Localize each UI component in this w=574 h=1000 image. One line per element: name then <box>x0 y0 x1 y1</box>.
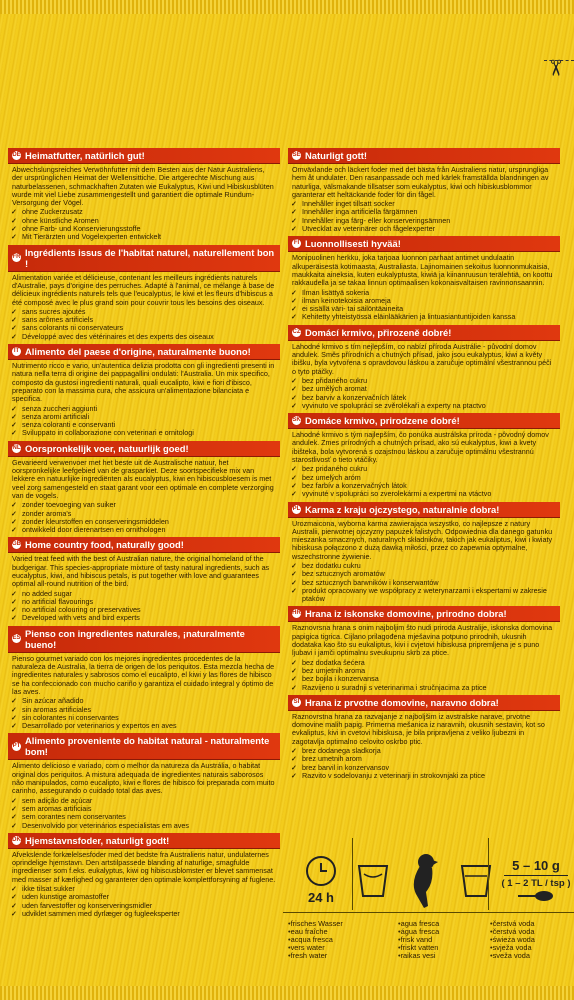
section-body: Raznovrsna hrana s onim najboljim što nudi priroda Australije, iskonska domovina papigica tigrica. Cijlano prilagođena mješavina potpuno prirodnih, ukusnih dodataka kao što su eukaliptus, kivi i cvjetovi hibiskusa pripremljena je s puno ljubavi i jamči optimalnu sveukupnu skrb za ptice. <box>292 623 553 658</box>
feature-item: ✓ bez bojila i konzervansa <box>302 675 560 683</box>
feature-item: ✓ bez dodatku cukru <box>302 562 560 570</box>
spoon-label: ( 1 – 2 TL / tsp ) <box>501 877 571 889</box>
feature-item: ✓ senza coloranti e conservanti <box>22 421 280 429</box>
water-label: • água fresca <box>398 928 439 936</box>
feature-item: ✓ bez sztucznych barwników i konserwantów <box>302 579 560 587</box>
feature-list <box>8 501 280 534</box>
feature-item: ✓ bez barviv a konzervačních látek <box>302 394 560 402</box>
feeding-amount-label: 5 – 10 g <box>512 857 560 873</box>
feature-list <box>8 308 280 341</box>
feature-item: ✓ bez pridaného cukru <box>302 465 560 473</box>
section-title: Alimento proveniente do habitat natural - naturalmente bom! <box>25 735 270 758</box>
clock-icon <box>306 856 336 886</box>
feeding-amount <box>498 858 574 903</box>
feature-item: ✓ ontwikkeld door dierenartsen en ornithologen <box>22 526 280 534</box>
section-header <box>8 537 280 553</box>
budgie-icon <box>402 848 446 912</box>
flag-icon: CZ <box>292 328 301 335</box>
feature-list <box>288 289 560 322</box>
water-label: • friskt vatten <box>398 944 439 952</box>
water-label: • acqua fresca <box>288 936 343 944</box>
feature-item: ✓ Utvecklat av veterinärer och fågelexperter <box>302 225 560 233</box>
info-section <box>288 236 560 321</box>
section-title: Pienso con ingredientes naturales, ¡naturalmente bueno! <box>25 627 245 650</box>
amount-divider <box>504 875 568 876</box>
section-title: Heimatfutter, natürlich gut! <box>25 150 145 161</box>
section-title: Ingrédients issus de l'habitat naturel, naturellement bon ! <box>25 246 275 269</box>
feature-item: ✓ Développé avec des vétérinaires et des experts des oiseaux <box>22 333 280 341</box>
section-header <box>288 325 560 341</box>
flag-icon: GB <box>12 541 21 548</box>
feature-item: ✓ senza aromi artificiali <box>22 413 280 421</box>
section-header <box>8 733 280 760</box>
water-label: • agua fresca <box>398 920 439 928</box>
info-section <box>288 148 560 233</box>
water-list-1 <box>288 920 343 960</box>
water-label: • čerstvá voda <box>490 920 535 928</box>
feature-item: ✓ Ilman lisättyä sokeria <box>302 289 560 297</box>
flag-icon: ES <box>12 635 21 642</box>
section-title: Domácí krmivo, přirozeně dobré! <box>305 326 452 338</box>
left-text-column <box>8 148 280 921</box>
feature-item: ✓ ohne Farb- und Konservierungsstoffe <box>22 225 280 233</box>
flag-icon: SK <box>292 417 301 424</box>
feature-item: ✓ no artificial colouring or preservatives <box>22 606 280 614</box>
feature-item: ✓ Innehåller inga artificiella färgämnen <box>302 208 560 216</box>
water-label: • frisk vand <box>398 936 439 944</box>
feature-item: ✓ uden kunstige aromastoffer <box>22 893 280 901</box>
info-section <box>8 833 280 918</box>
feature-item: ✓ Razvito v sodelovanju z veterinarji in strokovnjaki za ptice <box>302 772 560 780</box>
flag-icon: FR <box>12 254 21 261</box>
feature-item: ✓ ohne Zuckerzusatz <box>22 208 280 216</box>
section-title: Karma z kraju ojczystego, naturalnie dobra! <box>305 503 500 515</box>
section-body: Abwechslungsreiches Verwöhnfutter mit dem Besten aus der Natur Australiens, der ursprünglichen Heimat der Wellensittiche. Die artgerechte Mischung aus naturbelassenen, schmackhaften Zutaten wie Eukalyptus, Kiwi und Hibiskusblüten wurde mit viel Liebe zusammengestellt und garantiert die optimale Rundum-Versorgung der Vögel. <box>12 165 274 208</box>
feature-item: ✓ brez barvil in konzervansov <box>302 764 560 772</box>
section-title: Domáce krmivo, prirodzene dobré! <box>305 415 460 427</box>
feature-item: ✓ senza zuccheri aggiunti <box>22 405 280 413</box>
section-title: Home country food, naturally good! <box>25 539 184 551</box>
info-section <box>8 626 280 731</box>
info-section <box>288 325 560 410</box>
section-header <box>8 833 280 849</box>
section-header <box>288 236 560 252</box>
feature-item: ✓ Desenvolvido por veterinários especialistas em aves <box>22 822 280 830</box>
feature-item: ✓ bez umelých aróm <box>302 474 560 482</box>
section-header <box>288 695 560 711</box>
section-title: Naturligt gott! <box>305 150 367 161</box>
section-header <box>288 502 560 518</box>
feature-item: ✓ Mit Tierärzten und Vogelexperten entwickelt <box>22 233 280 241</box>
water-list-3 <box>490 920 535 960</box>
section-body: Afvekslende forkælelsesfoder med det bedste fra Australiens natur, undulaternes oprindelige hjemstavn. Den artstilpassede blanding af naturlige, smagfulde ingredienser som f.eks. eukalyptus, kiwi og hibiscusblomster er blevet sammensat med masser af kærlighed og garanterer den optimale komplettforsyning af fuglene. <box>12 849 276 884</box>
water-label: • svježa voda <box>490 944 535 952</box>
feature-item: ✓ Sin azúcar añadido <box>22 697 280 705</box>
feature-item: ✓ brez umetnih arom <box>302 755 560 763</box>
section-title: Alimento del paese d'origine, naturalmente buono! <box>25 346 251 358</box>
feature-item: ✓ zonder kleurstoffen en conserveringsmiddelen <box>22 518 280 526</box>
feature-item: ✓ zonder aroma's <box>22 510 280 518</box>
feature-item: ✓ udviklet sammen med dyrlæger og fugleeksperter <box>22 910 280 918</box>
section-title: Hrana iz prvotne domovine, naravno dobra! <box>305 696 499 708</box>
feature-item: ✓ bez umjetnih aroma <box>302 667 560 675</box>
feature-item: ✓ bez umělých aromat <box>302 385 560 393</box>
divider <box>352 838 353 910</box>
section-header <box>8 344 280 360</box>
feature-item: ✓ bez přidaného cukru <box>302 377 560 385</box>
feature-list <box>8 405 280 438</box>
section-body: Nutrimento ricco e vario, un'autentica delizia prodotta con gli ingredienti presenti in natura nella terra di origine dei pappagallini ondulati: l'Australia. Un mix specifico, composto da gustosi ingredienti naturali, quali eucalipto, kiwi e fiori d'ibisco, preparato con la massima cura, che assicura un'alimentazione bilanciata e specifica. <box>12 361 275 404</box>
feature-item: ✓ Developed with vets and bird experts <box>22 614 280 622</box>
feature-item: ✓ vyvinuto ve spolupráci se zvěrolékaři a experty na ptactvo <box>302 402 560 410</box>
food-cup-icon <box>356 860 390 900</box>
section-header <box>8 441 280 457</box>
section-body: Urozmaicona, wyborna karma zawierająca wszystko, co najlepsze z natury Australii, pierwotnej ojczyzny papużek falistych. Odpowiednia dla danego gatunku mieszanka smacznych, naturalnych składników, takich jak eukaliptus, kiwi i kwiaty hibiskusa połączono z dużą dawką miłości, przez co zapewnia optymalne, wszechstronne żywienie. <box>292 518 553 561</box>
flag-icon: PT <box>12 742 21 749</box>
food-bowl <box>352 860 394 900</box>
feature-item: ✓ no added sugar <box>22 590 280 598</box>
feature-item: ✓ produkt opracowany we współpracy z weterynarzami i ekspertami w zakresie ptaków <box>302 587 560 604</box>
feature-item: ✓ Innehåller inga färg- eller konserveringsämnen <box>302 217 560 225</box>
water-label: • čerstvá voda <box>490 928 535 936</box>
flag-icon: IT <box>13 348 20 355</box>
feature-item: ✓ bez sztucznych aromatów <box>302 570 560 578</box>
feature-item: ✓ Sviluppato in collaborazione con veterinari e ornitologi <box>22 429 280 437</box>
section-body: Raznovrstna hrana za razvajanje z najboljšim iz avstralske narave, prvotne domovine malih papig. Primerna mešanica iz naravnih, okusnih sestavin, kot so evkaliptus, kivi in cvetovi hibiskusa, je bila pripravljena z veliko ljubezni in zagotavlja optimalno celovito oskrbo ptic. <box>292 711 545 746</box>
section-title: Hjemstavnsfoder, naturligt godt! <box>25 834 170 846</box>
water-label: • vers water <box>288 944 343 952</box>
section-header <box>288 606 560 622</box>
flag-icon: HR <box>292 610 301 617</box>
feature-list <box>288 659 560 692</box>
section-body: Varied treat feed with the best of Australian nature, the original homeland of the budgerigar. This species-appropriate mixture of tasty natural ingredients, such as eucalyptus, kiwi, and hibiscus petals, is put together with love and guarantees optimal all-round nutrition of the bird. <box>12 554 270 589</box>
flag-icon: PL <box>292 505 301 512</box>
feature-list <box>8 797 280 830</box>
info-section <box>288 695 560 780</box>
info-section <box>288 606 560 691</box>
feature-item: ✓ Kehitetty yhteistyössä eläinlääkärien ja lintuasiantuntijoiden kanssa <box>302 313 560 321</box>
feeding-guide <box>290 838 574 922</box>
water-cup <box>454 860 498 900</box>
section-body: Gevarieerd verwenvoer met het beste uit de Australische natuur, het oorspronkelijke leefgebied van de grasparkiet. Deze soortspecifieke mix van lekkere en natuurlijke ingrediënten als eucalyptus, kiwi en hibiscusbloesem is met veel zorg samengesteld en staat garant voor een optimale en complete verzorging van de vogels. <box>12 457 274 500</box>
feature-list <box>8 208 280 241</box>
info-section <box>8 537 280 622</box>
section-body: Lahodné krmivo s tým najlepším, čo ponúka austrálska príroda - pôvodný domov andulek. Zmes prírodných a chutných prísad, ako sú eukalyptus, kiwi a kvety ibišteka, bola vytvorená s ozajstnou láskou a zaručuje optimálnu všestrannú starostlivosť o tieto vtáčiky. <box>292 430 549 465</box>
info-section <box>288 502 560 604</box>
feeding-period-label: 24 h <box>307 889 334 905</box>
section-body: Lahodné krmivo s tím nejlepším, co nabízí příroda Austrálie - původní domov andulek. Směs přírodních a chutných přísad, jako jsou eukalyptus, kiwi a květy ibišku, byla vytvořena s opravdovou láskou a zaručuje optimální všestrannou péči o tyto ptáčky. <box>292 341 552 376</box>
water-label: • fresh water <box>288 952 343 960</box>
section-title: Oorspronkelijk voer, natuurlijk goed! <box>25 442 189 454</box>
feature-item: ✓ zonder toevoeging van suiker <box>22 501 280 509</box>
feature-list <box>288 465 560 498</box>
feature-list <box>288 747 560 780</box>
divider <box>488 838 489 910</box>
section-header <box>8 148 280 164</box>
water-label: • eau fraîche <box>288 928 343 936</box>
info-section <box>288 413 560 498</box>
section-header <box>288 413 560 429</box>
feature-item: ✓ sans sucres ajoutés <box>22 308 280 316</box>
feature-item: ✓ vyvinuté v spolupráci so zverolekármi a expertmi na vtáctvo <box>302 490 560 498</box>
flag-icon: SI <box>293 698 300 705</box>
feature-item: ✓ sans colorants ni conservateurs <box>22 324 280 332</box>
feature-list <box>8 885 280 918</box>
feature-item: ✓ sans arômes artificiels <box>22 316 280 324</box>
section-header <box>288 148 560 164</box>
feeding-period <box>290 856 352 905</box>
water-list-2 <box>398 920 439 960</box>
section-body: Alimento delicioso e variado, com o melhor da natureza da Austrália, o habitat original dos periquitos. A mistura adequada de ingredientes naturais saborosos não manipulados, como eucalipto, kiwi e flores de hibisco foi preparada com muito carinho, assegurando o cuidado total das aves. <box>12 761 275 796</box>
feature-item: ✓ sem corantes nem conservantes <box>22 813 280 821</box>
feature-item: ✓ Innehåller inget tillsatt socker <box>302 200 560 208</box>
flag-icon: DK <box>12 836 21 843</box>
feature-list <box>288 200 560 233</box>
feature-item: ✓ no artificial flavourings <box>22 598 280 606</box>
flag-icon: SE <box>292 152 301 158</box>
right-text-column <box>288 148 560 783</box>
feature-item: ✓ ei sisällä väri- tai säilöntäaineita <box>302 305 560 313</box>
info-section <box>8 245 280 341</box>
feature-item: ✓ uden farvestoffer og konserveringsmidler <box>22 902 280 910</box>
spoon-icon <box>516 889 556 903</box>
water-label: • sveža voda <box>490 952 535 960</box>
budgie <box>394 848 454 912</box>
section-body: Pienso gourmet variado con los mejores ingredientes procedentes de la naturaleza de Australia, la tierra de origen de los periquitos. Esta mezcla hecha de ingredientes naturales y sabrosos como el eucalipto, el kiwi y las flores de hibisco se ha confeccionado con mucho cariño y garantiza el cuidado integral y óptimo de las aves. <box>12 653 275 696</box>
feature-item: ✓ bez farbív a konzervačných látok <box>302 482 560 490</box>
section-header <box>8 245 280 272</box>
info-section <box>8 148 280 242</box>
flag-icon: FI <box>293 240 300 247</box>
feature-list <box>8 697 280 730</box>
feature-item: ✓ sem aromas artificiais <box>22 805 280 813</box>
feature-item: ✓ Desarrollado por veterinarios y expertos en aves <box>22 722 280 730</box>
feature-item: ✓ ikke tilsat sukker <box>22 885 280 893</box>
info-section <box>8 441 280 535</box>
section-body: Monipuolinen herkku, joka tarjoaa luonnon parhaat antimet undulaatin alkuperäisestä kotimaasta, Australiasta. Lajinomainen sekoitus luonnonmukaisia, maukkaita aineksia, kuten eukalyptusta, kiwiä ja kiinanruusun terälehtiä, on koottu rakkaudella ja se takaa linnun optimaalisen kokonaisvaltaisen ravinnonsaannin. <box>292 253 553 288</box>
info-section <box>8 344 280 438</box>
scissors-icon[interactable]: ✂ <box>542 58 568 78</box>
feature-item: ✓ sin colorantes ni conservantes <box>22 714 280 722</box>
section-body: Omväxlande och läckert foder med det bästa från Australiens natur, ursprungliga hem åt undulater. Den rasanpassade och med kärlek framställda blandningen av naturliga, välsmakande tillsatser som eukalyptus, kiwi och hibiskusblommor garanterar ett heltäckande foder för din fågel. <box>292 165 549 199</box>
section-header <box>8 626 280 653</box>
feature-item: ✓ brez dodanega sladkorja <box>302 747 560 755</box>
section-title: Luonnollisesti hyvää! <box>305 238 401 250</box>
flag-icon: NL <box>12 444 21 451</box>
feature-item: ✓ ilman keinotekoisia aromeja <box>302 297 560 305</box>
water-label: • frisches Wasser <box>288 920 343 928</box>
feature-item: ✓ Razvijeno u suradnji s veterinarima i stručnjacima za ptice <box>302 684 560 692</box>
feature-item: ✓ sem adição de açúcar <box>22 797 280 805</box>
section-body: Alimentation variée et délicieuse, contenant les meilleurs ingrédients naturels d'Australie, pays d'origine des perruches. Adapté à l'animal, ce mélange à base de délicieux ingrédients naturels tels que l'eucalyptus, le kiwi et les fleurs d'hibiscus a été composé avec le plus grand soin pour couvrir tous les besoins des oiseaux. <box>12 272 275 307</box>
feature-list <box>288 562 560 603</box>
feature-item: ✓ sin aromas artificiales <box>22 706 280 714</box>
water-label: • świeża woda <box>490 936 535 944</box>
section-title: Hrana iz iskonske domovine, prirodno dobra! <box>305 608 507 620</box>
feature-item: ✓ ohne künstliche Aromen <box>22 217 280 225</box>
feature-list <box>288 377 560 410</box>
bottom-crimp-seal <box>0 986 574 1000</box>
top-crimp-seal <box>0 0 574 14</box>
feature-item: ✓ bez dodatka šećera <box>302 659 560 667</box>
info-section <box>8 733 280 829</box>
flag-icon: DE <box>12 152 21 158</box>
water-label: • raikas vesi <box>398 952 439 960</box>
feature-list <box>8 590 280 623</box>
